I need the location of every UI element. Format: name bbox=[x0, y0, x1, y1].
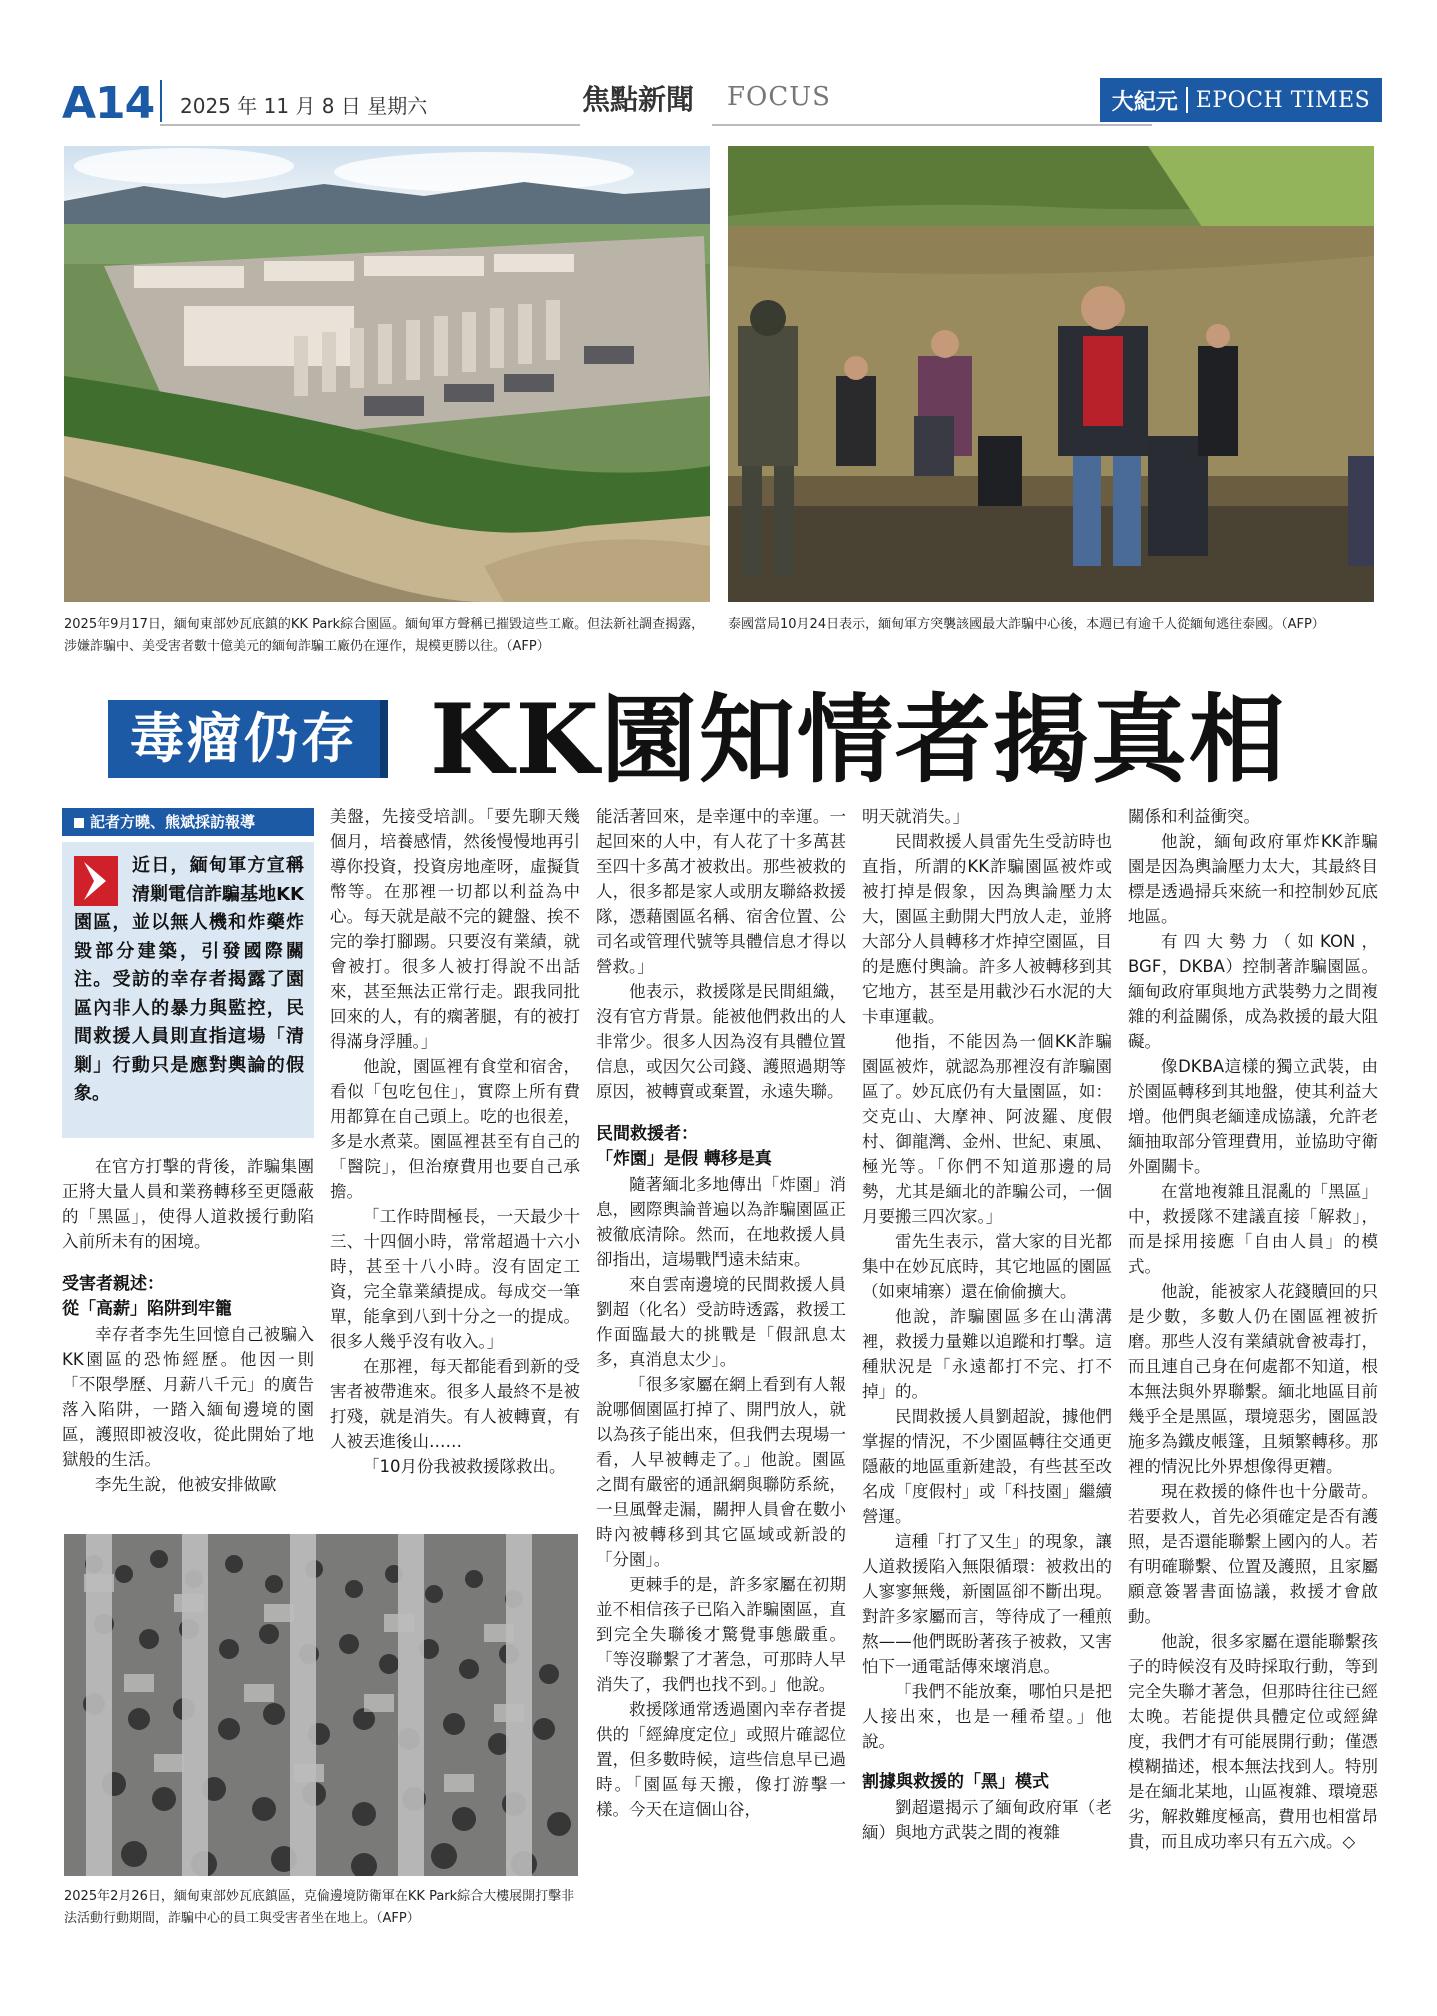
col5-paragraph-1: 關係和利益衝突。 bbox=[1128, 807, 1260, 826]
headline bbox=[108, 683, 1348, 800]
col4-paragraph-5: 他說，詐騙園區多在山溝溝裡，救援力量難以追蹤和打擊。這種狀況是「永遠都打不完、打不掉」的。 bbox=[862, 1307, 1112, 1401]
header-divider bbox=[160, 80, 162, 122]
page-header bbox=[62, 72, 1382, 130]
photo-river-crossing bbox=[728, 146, 1374, 602]
col4-paragraph-4: 雷先生表示，當大家的目光都集中在妙瓦底時，其它地區的園區（如柬埔寨）還在偷偷擴大。 bbox=[862, 1232, 1112, 1301]
col2-paragraph-5: 「10月份我被救援隊救出。 bbox=[363, 1457, 566, 1476]
col4-paragraph-6: 民間救援人員劉超說，據他們掌握的情況，不少園區轉往交通更隱蔽的地區重新建設，有些甚至改名成「度假村」或「科技園」繼續營運。 bbox=[862, 1407, 1112, 1526]
byline-text: 記者方曉、熊斌採訪報導 bbox=[90, 813, 256, 831]
section-title: 焦點新聞 bbox=[582, 83, 695, 116]
caption-top-right: 泰國當局10月24日表示，緬甸軍方突襲該國最大詐騙中心後，本週已有逾千人從緬甸逃往泰國。（AFP） bbox=[728, 617, 1325, 632]
article-column-5 bbox=[1128, 804, 1378, 1854]
col3-paragraph-2: 他表示，救援隊是民間組織，沒有官方背景。能被他們救出的人非常少。很多人因為沒有具體位置信息，或因欠公司錢、護照過期等原因，被轉賣或棄置，永遠失聯。 bbox=[596, 982, 846, 1101]
header-rule-right bbox=[712, 124, 1152, 126]
col3-paragraph-7: 救援隊通常透過園內幸存者提供的「經緯度定位」或照片確認位置，但多數時候，這些信息早已過時。「園區每天搬，像打游擊一樣。今天在這個山谷， bbox=[596, 1700, 846, 1819]
col4-subhead: 割據與救援的「黑」模式 bbox=[862, 1772, 1049, 1792]
article-column-3 bbox=[596, 804, 846, 1822]
col3-paragraph-4: 來自雲南邊境的民間救援人員劉超（化名）受訪時透露，救援工作面臨最大的挑戰是「假訊息太多，真消息太少」。 bbox=[596, 1275, 846, 1369]
logo-english: EPOCH TIMES bbox=[1195, 87, 1371, 113]
logo-chinese: 大紀元 bbox=[1111, 88, 1178, 115]
col2-paragraph-4: 在那裡，每天都能看到新的受害者被帶進來。很多人最終不是被打殘，就是消失。有人被轉賣，有人被丟進後山…… bbox=[330, 1357, 580, 1451]
col3-paragraph-6: 更棘手的是，許多家屬在初期並不相信孩子已陷入詐騙園區，直到完全失聯後才驚覺事態嚴重。「等沒聯繫了才著急，可那時人早消失了，我們也找不到。」他說。 bbox=[596, 1575, 846, 1694]
col4-paragraph-2: 民間救援人員雷先生受訪時也直指，所謂的KK詐騙園區被炸或被打掉是假象，因為輿論壓力太大，園區主動開大門放人走，並將大部分人員轉移才炸掉空園區，目的是應付輿論。許多人被轉移到其它地方，甚至是用載沙石水泥的大卡車運載。 bbox=[862, 832, 1112, 1026]
col5-paragraph-6: 他說，能被家人花錢贖回的只是少數，多數人仍在園區裡被折磨。那些人沒有業績就會被毒打，而且連自己身在何處都不知道，根本無法與外界聯繫。緬北地區目前幾乎全是黑區，環境惡劣，園區設施多為鐵皮帳篷，且頻繁轉移。那裡的情況比外界想像得更糟。 bbox=[1128, 1282, 1378, 1476]
col5-paragraph-2: 他說，緬甸政府軍炸KK詐騙園是因為輿論壓力太大，其最終目標是透過掃兵來統一和控制妙瓦底地區。 bbox=[1128, 832, 1378, 926]
col3-paragraph-5: 「很多家屬在網上看到有人報說哪個園區打掉了、開門放人，就以為孩子能出來，但我們去現場一看，人早被轉走了。」他說。園區之間有嚴密的通訊網與聯防系統，一旦風聲走漏，關押人員會在數小時內被轉移到其它區域或新設的「分園」。 bbox=[596, 1375, 846, 1569]
col5-paragraph-5: 在當地複雜且混亂的「黑區」中，救援隊不建議直接「解救」，而是採用接應「自由人員」的模式。 bbox=[1128, 1182, 1378, 1276]
col5-paragraph-4: 像DKBA這樣的獨立武裝，由於園區轉移到其地盤，使其利益大增。他們與老緬達成協議，允許老緬抽取部分管理費用，並協助守衛外圍關卡。 bbox=[1128, 1057, 1378, 1176]
col1-paragraph-2: 幸存者李先生回憶自己被騙入KK園區的恐怖經歷。他因一則「不限學歷、月薪八千元」的廣告落入陷阱，一踏入緬甸邊境的園區，護照即被沒收，從此開始了地獄般的生活。 bbox=[62, 1325, 314, 1469]
article-column-4 bbox=[862, 804, 1112, 1845]
col1-paragraph-1: 在官方打擊的背後，詐騙集團正將大量人員和業務轉移至更隱蔽的「黑區」，使得人道救援行動陷入前所未有的困境。 bbox=[62, 1157, 314, 1251]
caption-top-left: 2025年9月17日，緬甸東部妙瓦底鎮的KK Park綜合園區。緬甸軍方聲稱已摧毀這些工廠。但法新社調查揭露，涉嫌詐騙中、美受害者數十億美元的緬甸詐騙工廠仍在運作，規模更勝以往。（AFP） bbox=[64, 617, 705, 654]
col4-paragraph-8: 「我們不能放棄，哪怕只是把人接出來，也是一種希望。」他說。 bbox=[862, 1682, 1112, 1751]
col5-paragraph-8: 他說，很多家屬在還能聯繫孩子的時候沒有及時採取行動，等到完全失聯才著急，但那時往往已經太晚。若能提供具體定位或經緯度，我們才有可能展開行動；僅憑模糊描述，根本無法找到人。特別是在緬北某地，山區複雜、環境惡劣，解救難度極高，費用也相當昂貴，而且成功率只有五六成。◇ bbox=[1128, 1632, 1378, 1851]
col3-subhead-line2: 「炸園」是假 轉移是真 bbox=[596, 1149, 772, 1169]
photo-crowd-behind-bars bbox=[64, 1534, 578, 1876]
headline-kicker: 毒瘤仍存 bbox=[108, 700, 388, 778]
col3-paragraph-1: 能活著回來，是幸運中的幸運。一起回來的人中，有人花了十多萬甚至四十多萬才被救出。那些被救的人，很多都是家人或朋友聯絡救援隊，憑藉園區名稱、宿舍位置、公司名或管理代號等具體信息才得以營救。」 bbox=[596, 807, 846, 976]
col5-paragraph-3: 有四大勢力（如KON，BGF，DKBA）控制著詐騙園區。緬甸政府軍與地方武裝勢力之間複雜的利益關係，成為救援的最大阻礙。 bbox=[1128, 932, 1378, 1051]
page-number: A14 bbox=[62, 78, 155, 129]
issue-date: 2025 年 11 月 8 日 星期六 bbox=[180, 94, 428, 118]
col2-paragraph-3: 「工作時間極長，一天最少十三、十四個小時，常常超過十六小時，甚至十八小時。沒有固定工資，完全靠業績提成。每成交一筆單，能拿到八到十分之一的提成。很多人幾乎沒有收入。」 bbox=[330, 1207, 580, 1351]
header-rule-left bbox=[160, 124, 580, 126]
photo-kk-park-aerial bbox=[64, 146, 710, 602]
article-column-1 bbox=[62, 1154, 314, 1497]
col4-paragraph-3: 他指，不能因為一個KK詐騙園區被炸，就認為那裡沒有詐騙園區了。妙瓦底仍有大量園區，如：交克山、大摩神、阿波羅、度假村、御龍灣、金州、世紀、東風、極光等。「你們不知道那邊的局勢，尤其是緬北的詐騙公司，一個月要搬三四次家。」 bbox=[862, 1032, 1112, 1226]
byline bbox=[62, 808, 314, 836]
lead-box bbox=[62, 842, 314, 1138]
col1-paragraph-3: 李先生說，他被安排做歐 bbox=[95, 1475, 277, 1494]
byline-square-icon bbox=[74, 818, 84, 828]
lead-text: 近日，緬甸軍方宣稱清剿電信詐騙基地KK園區，並以無人機和炸藥炸毀部分建築，引發國際關注。受訪的幸存者揭露了園區內非人的暴力與監控，民間救援人員則直指這場「清剿」行動只是應對輿論的假象。 bbox=[74, 855, 304, 1104]
col4-paragraph-9: 劉超還揭示了緬甸政府軍（老緬）與地方武裝之間的複雜 bbox=[862, 1798, 1112, 1842]
col4-paragraph-1: 明天就消失。」 bbox=[862, 807, 970, 826]
col2-paragraph-2: 他說，園區裡有食堂和宿舍，看似「包吃包住」，實際上所有費用都算在自己頭上。吃的也很差，多是水煮菜。園區裡甚至有自己的「醫院」，但治療費用也要自己承擔。 bbox=[330, 1057, 580, 1201]
col5-paragraph-7: 現在救援的條件也十分嚴苛。若要救人，首先必須確定是否有護照，是否還能聯繫上國內的人。若有明確聯繫、位置及護照，且家屬願意簽署書面協議，救援才會啟動。 bbox=[1128, 1482, 1378, 1626]
col1-subhead-line2: 從「高薪」陷阱到牢籠 bbox=[62, 1299, 232, 1319]
section-title-en: FOCUS bbox=[727, 82, 831, 112]
caption-bottom-left: 2025年2月26日，緬甸東部妙瓦底鎮區，克倫邊境防衛軍在KK Park綜合大樓展開打擊非法活動行動期間，詐騙中心的員工與受害者坐在地上。（AFP） bbox=[64, 1889, 575, 1926]
chevron-right-icon bbox=[74, 856, 118, 906]
col4-paragraph-7: 這種「打了又生」的現象，讓人道救援陷入無限循環：被救出的人寥寥無幾，新園區卻不斷出現。對許多家屬而言，等待成了一種煎熬——他們既盼著孩子被救，又害怕下一通電話傳來壞消息。 bbox=[862, 1532, 1112, 1676]
headline-title: KK園知情者揭真相 bbox=[430, 683, 1287, 796]
epoch-times-logo bbox=[1100, 78, 1382, 122]
col2-paragraph-1: 美盤，先接受培訓。「要先聊天幾個月，培養感情，然後慢慢地再引導你投資，投資房地產呀，虛擬貨幣等。在那裡一切都以利益為中心。每天就是敲不完的鍵盤、挨不完的拳打腳踢。只要沒有業績，就會被打。很多人被打得說不出話來，甚至無法正常行走。跟我同批回來的人，有的瘸著腿，有的被打得滿身浮腫。」 bbox=[330, 807, 580, 1051]
col3-paragraph-3: 隨著緬北多地傳出「炸園」消息，國際輿論普遍以為詐騙園區正被徹底清除。然而，在地救援人員卻指出，這場戰鬥遠未結束。 bbox=[596, 1175, 846, 1269]
col1-subhead-line1: 受害者親述： bbox=[62, 1274, 164, 1294]
logo-separator bbox=[1186, 87, 1188, 113]
col3-subhead-line1: 民間救援者： bbox=[596, 1124, 698, 1144]
article-column-2 bbox=[330, 804, 580, 1479]
